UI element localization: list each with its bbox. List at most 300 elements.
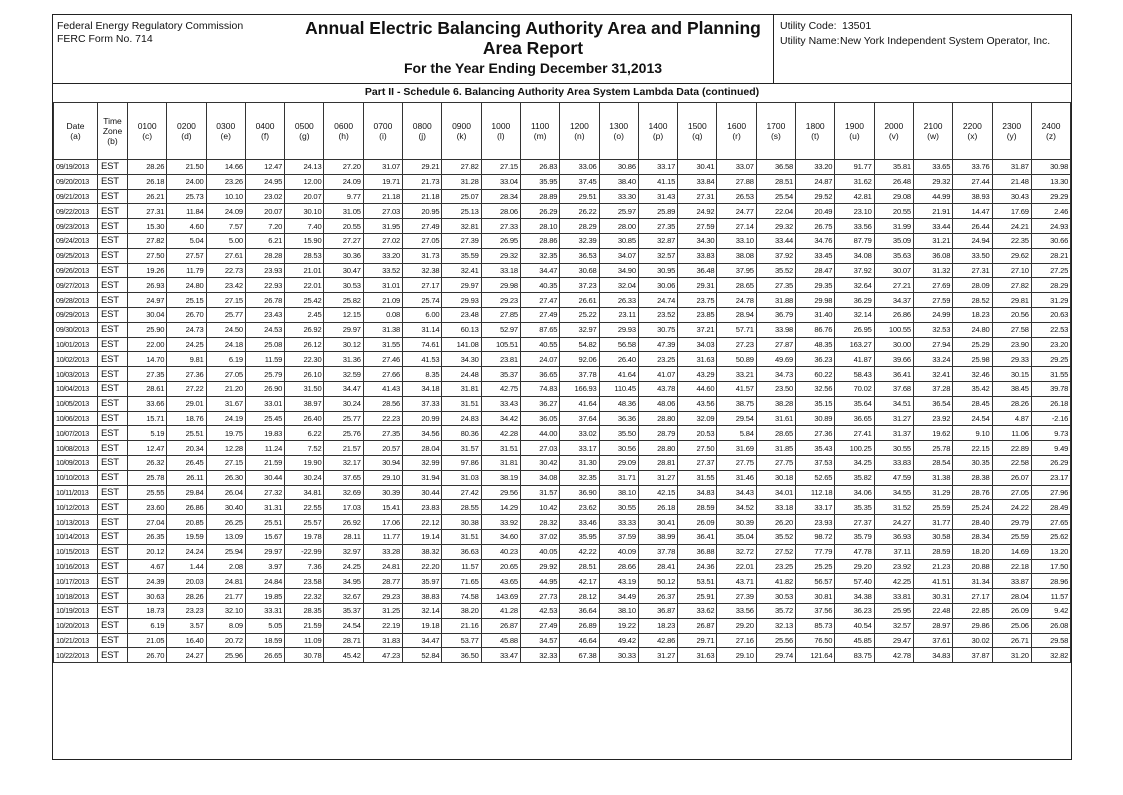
lambda-value-cell: 11.59 [245, 352, 284, 367]
table-row [54, 367, 1071, 382]
lambda-value-cell: 31.55 [1031, 367, 1070, 382]
lambda-value-cell: 14.70 [128, 352, 167, 367]
lambda-value-cell: 56.57 [796, 574, 835, 589]
lambda-value-cell: 34.30 [442, 352, 481, 367]
lambda-value-cell: 36.29 [835, 293, 874, 308]
lambda-value-cell: 28.49 [1031, 500, 1070, 515]
lambda-value-cell: 28.61 [128, 381, 167, 396]
lambda-value-cell: 30.24 [324, 396, 363, 411]
lambda-value-cell: 41.87 [835, 352, 874, 367]
column-header [167, 103, 206, 160]
lambda-value-cell: 28.77 [363, 574, 402, 589]
lambda-value-cell: 18.76 [167, 411, 206, 426]
lambda-value-cell: 32.72 [717, 544, 756, 559]
lambda-value-cell: 27.17 [953, 589, 992, 604]
lambda-value-cell: 24.99 [913, 307, 952, 322]
lambda-value-cell: 30.75 [638, 322, 677, 337]
lambda-value-cell: 56.58 [599, 337, 638, 352]
lambda-value-cell: 23.81 [481, 352, 520, 367]
lambda-value-cell: 80.36 [442, 426, 481, 441]
lambda-value-cell: 31.01 [363, 278, 402, 293]
lambda-value-cell: 27.42 [442, 485, 481, 500]
lambda-value-cell: 26.32 [128, 455, 167, 470]
lambda-value-cell: 29.62 [992, 248, 1031, 263]
table-row [54, 559, 1071, 574]
lambda-value-cell: 91.77 [835, 160, 874, 175]
lambda-value-cell: 29.97 [324, 322, 363, 337]
lambda-value-cell: 18.23 [953, 307, 992, 322]
column-header-name: 1400 [648, 121, 668, 131]
lambda-value-cell: 25.59 [992, 529, 1031, 544]
table-row [54, 307, 1071, 322]
lambda-value-cell: 37.28 [913, 381, 952, 396]
lambda-value-cell: 25.78 [913, 441, 952, 456]
lambda-value-cell: 31.31 [245, 500, 284, 515]
lambda-value-cell: 38.75 [717, 396, 756, 411]
column-header-name: 0700 [373, 121, 393, 131]
column-header [913, 103, 952, 160]
lambda-value-cell: 33.31 [245, 603, 284, 618]
lambda-value-cell: 53.51 [678, 574, 717, 589]
lambda-value-cell: 28.66 [599, 559, 638, 574]
time-zone-cell: EST [98, 293, 128, 308]
table-row [54, 278, 1071, 293]
lambda-value-cell: 29.56 [481, 485, 520, 500]
lambda-value-cell: 35.50 [599, 426, 638, 441]
lambda-value-cell: 24.81 [363, 559, 402, 574]
lambda-value-cell: 32.64 [835, 278, 874, 293]
lambda-value-cell: 26.21 [128, 189, 167, 204]
lambda-value-cell: 33.01 [245, 396, 284, 411]
lambda-value-cell: 25.56 [756, 633, 795, 648]
title-line-2: Area Report [482, 38, 584, 58]
lambda-value-cell: 34.03 [678, 337, 717, 352]
column-header-code: (t) [811, 131, 820, 141]
lambda-value-cell: 19.75 [206, 426, 245, 441]
lambda-value-cell: 14.47 [953, 204, 992, 219]
lambda-value-cell: 35.15 [796, 396, 835, 411]
table-row [54, 219, 1071, 234]
lambda-value-cell: 29.32 [481, 248, 520, 263]
lambda-value-cell: 2.08 [206, 559, 245, 574]
table-row [54, 574, 1071, 589]
lambda-value-cell: 24.48 [442, 367, 481, 382]
table-row [54, 426, 1071, 441]
lambda-value-cell: 27.52 [756, 544, 795, 559]
lambda-value-cell: 28.41 [638, 559, 677, 574]
lambda-value-cell: 37.59 [599, 529, 638, 544]
lambda-value-cell: 33.21 [717, 367, 756, 382]
lambda-value-cell: 28.26 [992, 396, 1031, 411]
lambda-value-cell: 23.50 [756, 381, 795, 396]
lambda-value-cell: 23.92 [874, 559, 913, 574]
lambda-value-cell: 26.75 [796, 219, 835, 234]
lambda-value-cell: 24.83 [442, 411, 481, 426]
lambda-value-cell: 26.33 [599, 293, 638, 308]
lambda-value-cell: 38.28 [756, 396, 795, 411]
lambda-value-cell: 30.33 [599, 648, 638, 663]
lambda-value-cell: 45.42 [324, 648, 363, 663]
lambda-value-cell: 31.55 [678, 470, 717, 485]
lambda-value-cell: 25.06 [992, 618, 1031, 633]
lambda-value-cell: 27.15 [206, 455, 245, 470]
lambda-value-cell: 24.25 [167, 337, 206, 352]
lambda-value-cell: 21.16 [442, 618, 481, 633]
lambda-value-cell: 50.89 [717, 352, 756, 367]
time-zone-cell: EST [98, 559, 128, 574]
lambda-value-cell: 27.82 [442, 160, 481, 175]
lambda-value-cell: 27.03 [363, 204, 402, 219]
lambda-value-cell: 23.83 [403, 500, 442, 515]
lambda-value-cell: 27.41 [835, 426, 874, 441]
lambda-value-cell: 25.89 [638, 204, 677, 219]
lambda-value-cell: 24.97 [128, 293, 167, 308]
table-row [54, 633, 1071, 648]
lambda-value-cell: 35.95 [520, 174, 559, 189]
lambda-value-cell: 20.63 [1031, 307, 1070, 322]
table-header-row [54, 103, 1071, 160]
lambda-value-cell: 27.22 [167, 381, 206, 396]
lambda-value-cell: 37.56 [796, 603, 835, 618]
lambda-value-cell: 35.95 [560, 529, 599, 544]
lambda-value-cell: 31.83 [363, 633, 402, 648]
lambda-value-cell: 31.07 [363, 160, 402, 175]
lambda-value-cell: 34.08 [520, 470, 559, 485]
column-header-code: (j) [418, 131, 426, 141]
lambda-value-cell: 34.01 [756, 485, 795, 500]
column-header-code: (o) [613, 131, 624, 141]
lambda-value-cell: 23.02 [245, 189, 284, 204]
lambda-value-cell: 34.06 [835, 485, 874, 500]
lambda-value-cell: 30.07 [874, 263, 913, 278]
table-row [54, 396, 1071, 411]
lambda-value-cell: 42.25 [874, 574, 913, 589]
utility-code-row [780, 20, 872, 33]
lambda-value-cell: 24.09 [324, 174, 363, 189]
column-header [128, 103, 167, 160]
lambda-value-cell: 29.21 [403, 160, 442, 175]
lambda-value-cell: 28.26 [128, 160, 167, 175]
lambda-value-cell: 35.72 [756, 603, 795, 618]
lambda-value-cell: 29.32 [913, 174, 952, 189]
lambda-value-cell: 22.85 [953, 603, 992, 618]
column-header [324, 103, 363, 160]
lambda-value-cell: 36.58 [756, 160, 795, 175]
lambda-value-cell: 32.41 [913, 367, 952, 382]
table-row [54, 322, 1071, 337]
lambda-value-cell: 9.81 [167, 352, 206, 367]
lambda-value-cell: 19.90 [285, 455, 324, 470]
column-header-name: 0100 [137, 121, 157, 131]
lambda-value-cell: 28.09 [953, 278, 992, 293]
lambda-value-cell: 26.90 [245, 381, 284, 396]
lambda-value-cell: 31.71 [599, 470, 638, 485]
lambda-value-cell: 31.36 [324, 352, 363, 367]
lambda-value-cell: 27.57 [167, 248, 206, 263]
table-row [54, 455, 1071, 470]
lambda-value-cell: 34.18 [403, 381, 442, 396]
lambda-value-cell: 60.13 [442, 322, 481, 337]
lambda-value-cell: 30.18 [756, 470, 795, 485]
lambda-value-cell: 30.85 [599, 233, 638, 248]
lambda-value-cell: 24.77 [717, 204, 756, 219]
lambda-value-cell: 19.83 [245, 426, 284, 441]
lambda-value-cell: 26.18 [1031, 396, 1070, 411]
lambda-value-cell: 38.83 [403, 589, 442, 604]
lambda-value-cell: 77.79 [796, 544, 835, 559]
lambda-value-cell: 48.36 [599, 396, 638, 411]
lambda-value-cell: 86.76 [796, 322, 835, 337]
table-row [54, 411, 1071, 426]
lambda-value-cell: 11.06 [992, 426, 1031, 441]
lambda-value-cell: 42.81 [835, 189, 874, 204]
lambda-value-cell: 28.96 [1031, 574, 1070, 589]
lambda-value-cell: 27.50 [678, 441, 717, 456]
lambda-value-cell: 38.19 [481, 470, 520, 485]
lambda-value-cell: 47.59 [874, 470, 913, 485]
lambda-value-cell: 29.74 [756, 648, 795, 663]
lambda-value-cell: 31.62 [835, 174, 874, 189]
column-header-name: 1900 [845, 121, 864, 131]
lambda-value-cell: 15.30 [128, 219, 167, 234]
lambda-value-cell: 29.32 [756, 219, 795, 234]
lambda-value-cell: 49.42 [599, 633, 638, 648]
lambda-value-cell: 36.63 [442, 544, 481, 559]
lambda-value-cell: 24.94 [953, 233, 992, 248]
lambda-value-cell: 30.38 [442, 515, 481, 530]
time-zone-cell: EST [98, 174, 128, 189]
lambda-value-cell: 24.22 [992, 500, 1031, 515]
lambda-value-cell: 27.05 [992, 485, 1031, 500]
time-zone-cell: EST [98, 426, 128, 441]
lambda-value-cell: 38.40 [599, 174, 638, 189]
lambda-value-cell: 27.05 [206, 367, 245, 382]
lambda-value-cell: 32.46 [953, 367, 992, 382]
lambda-value-cell: 34.25 [835, 455, 874, 470]
lambda-value-cell: 42.15 [638, 485, 677, 500]
lambda-value-cell: 33.04 [481, 174, 520, 189]
lambda-value-cell: 20.03 [167, 574, 206, 589]
lambda-value-cell: 46.64 [560, 633, 599, 648]
table-row [54, 485, 1071, 500]
lambda-value-cell: 28.52 [953, 293, 992, 308]
lambda-value-cell: 83.75 [835, 648, 874, 663]
lambda-value-cell: 22.93 [245, 278, 284, 293]
lambda-value-cell: 41.43 [363, 381, 402, 396]
lambda-value-cell: 29.52 [796, 189, 835, 204]
lambda-value-cell: 33.28 [363, 544, 402, 559]
lambda-value-cell: 36.48 [678, 263, 717, 278]
column-header-name: 1000 [491, 121, 511, 131]
lambda-value-cell: 24.25 [324, 559, 363, 574]
lambda-value-cell: 24.19 [206, 411, 245, 426]
lambda-value-cell: 47.78 [835, 544, 874, 559]
lambda-value-cell: 37.92 [756, 248, 795, 263]
column-header-name: 1700 [766, 121, 786, 131]
time-zone-cell: EST [98, 500, 128, 515]
time-zone-cell: EST [98, 441, 128, 456]
time-zone-cell: EST [98, 396, 128, 411]
lambda-value-cell: 27.14 [717, 219, 756, 234]
lambda-value-cell: 27.02 [363, 233, 402, 248]
lambda-value-cell: 27.50 [128, 248, 167, 263]
lambda-value-cell: 25.59 [913, 500, 952, 515]
lambda-value-cell: 31.85 [756, 441, 795, 456]
date-cell: 10/19/2013 [54, 603, 98, 618]
lambda-value-cell: 27.33 [481, 219, 520, 234]
lambda-value-cell: 35.42 [953, 381, 992, 396]
lambda-value-cell: 29.93 [442, 293, 481, 308]
table-row [54, 515, 1071, 530]
lambda-value-cell: 26.11 [167, 470, 206, 485]
lambda-value-cell: 37.65 [324, 470, 363, 485]
lambda-value-cell: 30.55 [599, 500, 638, 515]
lambda-value-cell: 36.41 [874, 367, 913, 382]
date-cell: 10/02/2013 [54, 352, 98, 367]
lambda-value-cell: 9.42 [1031, 603, 1070, 618]
lambda-value-cell: 24.07 [520, 352, 559, 367]
lambda-value-cell: 141.08 [442, 337, 481, 352]
lambda-value-cell: 49.69 [756, 352, 795, 367]
lambda-value-cell: 43.19 [599, 574, 638, 589]
lambda-value-cell: 33.66 [128, 396, 167, 411]
schedule-subtitle: Part II - Schedule 6. Balancing Authority Area System Lambda Data (continued) [53, 83, 1071, 103]
lambda-value-cell: 5.84 [717, 426, 756, 441]
lambda-value-cell: 34.83 [678, 485, 717, 500]
lambda-value-cell: 22.32 [285, 589, 324, 604]
column-header [992, 103, 1031, 160]
lambda-value-cell: 20.07 [285, 189, 324, 204]
lambda-value-cell: 22.53 [1031, 322, 1070, 337]
lambda-value-cell: 33.06 [560, 160, 599, 175]
lambda-value-cell: 25.74 [403, 293, 442, 308]
time-zone-cell: EST [98, 219, 128, 234]
date-cell: 09/21/2013 [54, 189, 98, 204]
column-header [756, 103, 795, 160]
lambda-value-cell: 31.34 [953, 574, 992, 589]
column-header-code: (v) [888, 131, 899, 141]
column-header-name: 1600 [727, 121, 747, 131]
lambda-value-cell: 27.31 [678, 189, 717, 204]
lambda-value-cell: 30.31 [913, 589, 952, 604]
column-header-code: (g) [299, 131, 310, 141]
lambda-value-cell: 28.65 [717, 278, 756, 293]
lambda-value-cell: 27.21 [874, 278, 913, 293]
lambda-value-cell: 40.23 [481, 544, 520, 559]
lambda-value-cell: 37.33 [403, 396, 442, 411]
table-row [54, 263, 1071, 278]
column-header-code: (d) [181, 131, 192, 141]
lambda-value-cell: 97.86 [442, 455, 481, 470]
lambda-value-cell: 33.24 [913, 352, 952, 367]
lambda-value-cell: 30.89 [796, 411, 835, 426]
lambda-value-cell: 28.97 [913, 618, 952, 633]
lambda-value-cell: 38.08 [717, 248, 756, 263]
lambda-value-cell: 100.55 [874, 322, 913, 337]
column-header-code: (m) [533, 131, 547, 141]
lambda-value-cell: 30.04 [128, 307, 167, 322]
column-header [835, 103, 874, 160]
lambda-value-cell: 25.51 [245, 515, 284, 530]
lambda-value-cell: 7.57 [206, 219, 245, 234]
lambda-value-cell: 27.15 [206, 293, 245, 308]
column-header-name: 1100 [530, 121, 550, 131]
lambda-value-cell: 143.69 [481, 589, 520, 604]
lambda-value-cell: 36.93 [874, 529, 913, 544]
lambda-value-cell: 22.58 [992, 455, 1031, 470]
column-header [560, 103, 599, 160]
lambda-value-cell: 36.53 [560, 248, 599, 263]
lambda-value-cell: 41.07 [638, 367, 677, 382]
lambda-value-cell: 16.40 [167, 633, 206, 648]
date-cell: 10/01/2013 [54, 337, 98, 352]
lambda-value-cell: 30.36 [324, 248, 363, 263]
column-header-name: Date [66, 121, 85, 131]
table-row [54, 618, 1071, 633]
lambda-value-cell: 30.44 [403, 485, 442, 500]
lambda-value-cell: 27.35 [363, 426, 402, 441]
lambda-value-cell: 32.33 [520, 648, 559, 663]
lambda-value-cell: 21.18 [403, 189, 442, 204]
lambda-value-cell: 28.53 [285, 248, 324, 263]
lambda-value-cell: 27.31 [953, 263, 992, 278]
lambda-value-cell: 29.10 [717, 648, 756, 663]
lambda-value-cell: 30.55 [874, 441, 913, 456]
lambda-value-cell: 30.53 [324, 278, 363, 293]
lambda-value-cell: 28.54 [913, 455, 952, 470]
lambda-value-cell: 24.54 [324, 618, 363, 633]
lambda-value-cell: 21.59 [245, 455, 284, 470]
lambda-value-cell: 30.41 [638, 515, 677, 530]
column-header-code: (n) [574, 131, 585, 141]
lambda-value-cell: 34.76 [796, 233, 835, 248]
lambda-value-cell: 39.78 [1031, 381, 1070, 396]
lambda-value-cell: 37.21 [678, 322, 717, 337]
table-row [54, 160, 1071, 175]
lambda-value-cell: 36.65 [520, 367, 559, 382]
lambda-value-cell: 74.61 [403, 337, 442, 352]
lambda-value-cell: 30.24 [285, 470, 324, 485]
column-header [953, 103, 992, 160]
lambda-value-cell: 27.66 [363, 367, 402, 382]
lambda-value-cell: 76.50 [796, 633, 835, 648]
lambda-value-cell: 33.56 [717, 603, 756, 618]
lambda-value-cell: 33.17 [796, 500, 835, 515]
lambda-data-table [53, 102, 1071, 663]
column-header-code: (i) [379, 131, 387, 141]
lambda-value-cell: 32.59 [324, 367, 363, 382]
lambda-value-cell: 26.48 [874, 174, 913, 189]
lambda-value-cell: 28.45 [953, 396, 992, 411]
lambda-value-cell: 26.53 [717, 189, 756, 204]
lambda-value-cell: 31.81 [481, 455, 520, 470]
lambda-value-cell: 166.93 [560, 381, 599, 396]
lambda-value-cell: 26.18 [128, 174, 167, 189]
lambda-value-cell: 19.85 [245, 589, 284, 604]
lambda-value-cell: 4.60 [167, 219, 206, 234]
lambda-value-cell: 22.30 [285, 352, 324, 367]
lambda-value-cell: 33.52 [363, 263, 402, 278]
lambda-value-cell: 33.46 [560, 515, 599, 530]
lambda-value-cell: -2.16 [1031, 411, 1070, 426]
time-zone-cell: EST [98, 633, 128, 648]
lambda-value-cell: 24.09 [206, 204, 245, 219]
column-header [403, 103, 442, 160]
lambda-value-cell: 28.10 [520, 219, 559, 234]
lambda-value-cell: 7.20 [245, 219, 284, 234]
lambda-value-cell: 27.65 [1031, 515, 1070, 530]
column-header-name: 0800 [412, 121, 432, 131]
